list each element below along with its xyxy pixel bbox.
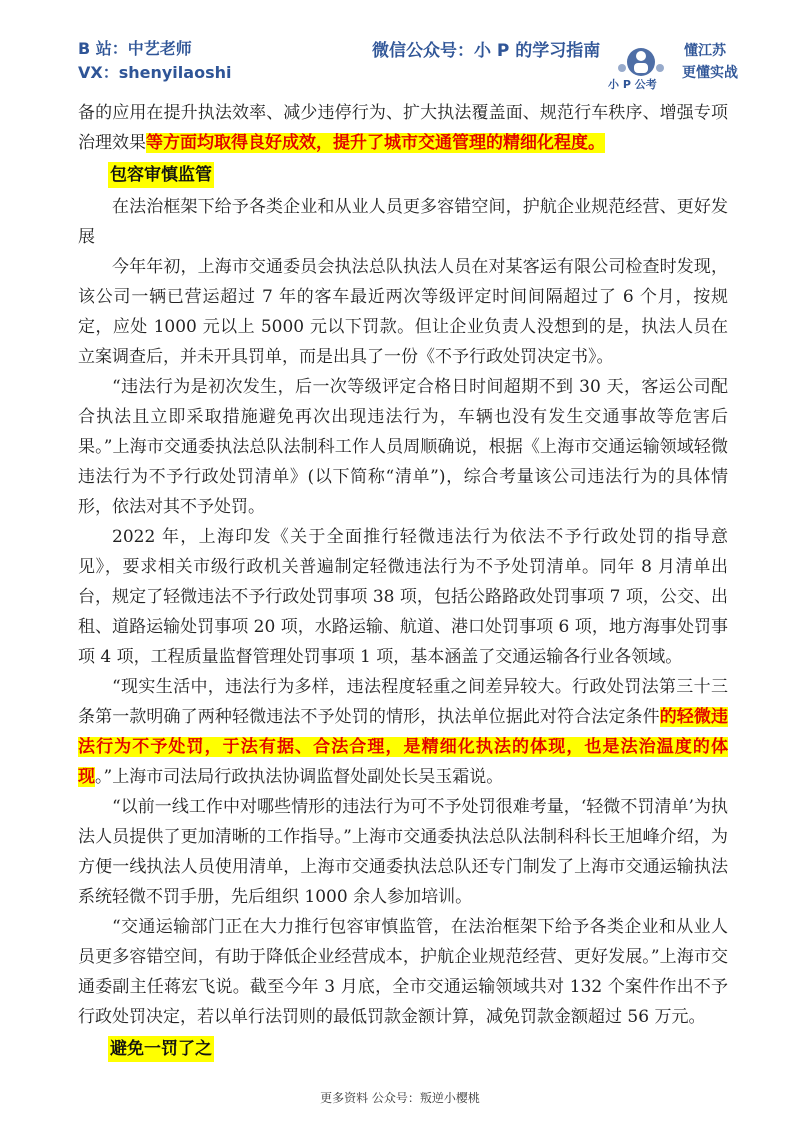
page-header: [0, 0, 800, 100]
slogan-bottom: 更懂实战: [682, 65, 738, 81]
highlighted-text: 等方面均取得良好成效，提升了城市交通管理的精细化程度。: [146, 133, 605, 153]
slogan-top: 懂江苏: [684, 43, 726, 59]
paragraph: “交通运输部门正在大力推行包容审慎监管，在法治框架下给予各类企业和从业人员更多容错空间，有助于降低企业经营成本，护航企业规范经营、更好发展。”上海市交通委副主任蒋宏飞说。截至今年 3 月底，全市交通运输领域共对 132 个案件作出不予行政处罚决定，若以单行法罚则的最低罚款金额计算，减免罚款金额超过 56 万元。: [78, 917, 728, 1027]
article-body: [78, 98, 728, 1062]
highlighted-text: 的轻微违法行为不予处罚，于法有据、合法合理，是精细化执法的体现，也是法治温度的体现: [78, 707, 729, 787]
vx-account: VX：shenyilaoshi: [78, 63, 232, 82]
paragraph: [78, 98, 728, 158]
paragraph: 2022 年，上海印发《关于全面推行轻微违法行为依法不予行政处罚的指导意见》，要求相关市级行政机关普遍制定轻微违法行为不予处罚清单。同年 8 月清单出台，规定了轻微违法不予行政处罚事项 38 项，包括公路路政处罚事项 7 项，公交、出租、道路运输处罚事项 20 项，水路运输、航道、港口处罚事项 6 项，地方海事处罚事项 4 项，工程质量监督管理处罚事项 1 项，基本涵盖了交通运输各行业各领域。: [78, 527, 728, 667]
paragraph: 今年年初，上海市交通委员会执法总队执法人员在对某客运有限公司检查时发现，该公司一辆已营运超过 7 年的客车最近两次等级评定时间间隔超过了 6 个月，按规定，应处 1000 元以上 5000 元以下罚款。但让企业负责人没想到的是，执法人员在立案调查后，并未开具罚单，而是出具了一份《不予行政处罚决定书》。: [78, 257, 728, 367]
paragraph: “违法行为是初次发生，后一次等级评定合格日时间超期不到 30 天，客运公司配合执法且立即采取措施避免再次出现违法行为，车辆也没有发生交通事故等危害后果。”上海市交通委执法总队法制科工作人员周顺确说，根据《上海市交通运输领域轻微违法行为不予行政处罚清单》(以下简称“清单”)，综合考量该公司违法行为的具体情形，依法对其不予处罚。: [78, 377, 728, 517]
bilibili-account: B 站：中艺老师: [78, 39, 192, 58]
paragraph-text: 。”上海市司法局行政执法协调监督处副处长吴玉霜说。: [95, 767, 504, 787]
paragraph-text: 备的应用在提升执法效率、减少违停行为、扩大执法覆盖面、规范行车秩序、增强专项治理效果: [78, 103, 728, 153]
section-heading: 避免一罚了之: [108, 1036, 214, 1062]
paragraph: 在法治框架下给予各类企业和从业人员更多容错空间，护航企业规范经营、更好发展: [78, 197, 728, 247]
page-footer: 更多资料 公众号：叛逆小樱桃: [320, 1091, 480, 1105]
section-heading: 包容审慎监管: [108, 162, 214, 188]
paragraph: [78, 672, 728, 792]
paragraph: “以前一线工作中对哪些情形的违法行为可不予处罚很难考量，‘轻微不罚清单’为执法人员提供了更加清晰的工作指导。”上海市交通委执法总队法制科科长王旭峰介绍，为方便一线执法人员使用清单，上海市交通委执法总队还专门制发了上海市交通运输执法系统轻微不罚手册，先后组织 1000 余人参加培训。: [78, 797, 728, 907]
paragraph-text: “现实生活中，违法行为多样，违法程度轻重之间差异较大。行政处罚法第三十三条第一款明确了两种轻微违法不予处罚的情形，执法单位据此对符合法定条件: [78, 677, 728, 727]
logo-text: 小 P 公考: [608, 78, 657, 91]
wechat-account: 微信公众号：小 P 的学习指南: [372, 41, 601, 61]
